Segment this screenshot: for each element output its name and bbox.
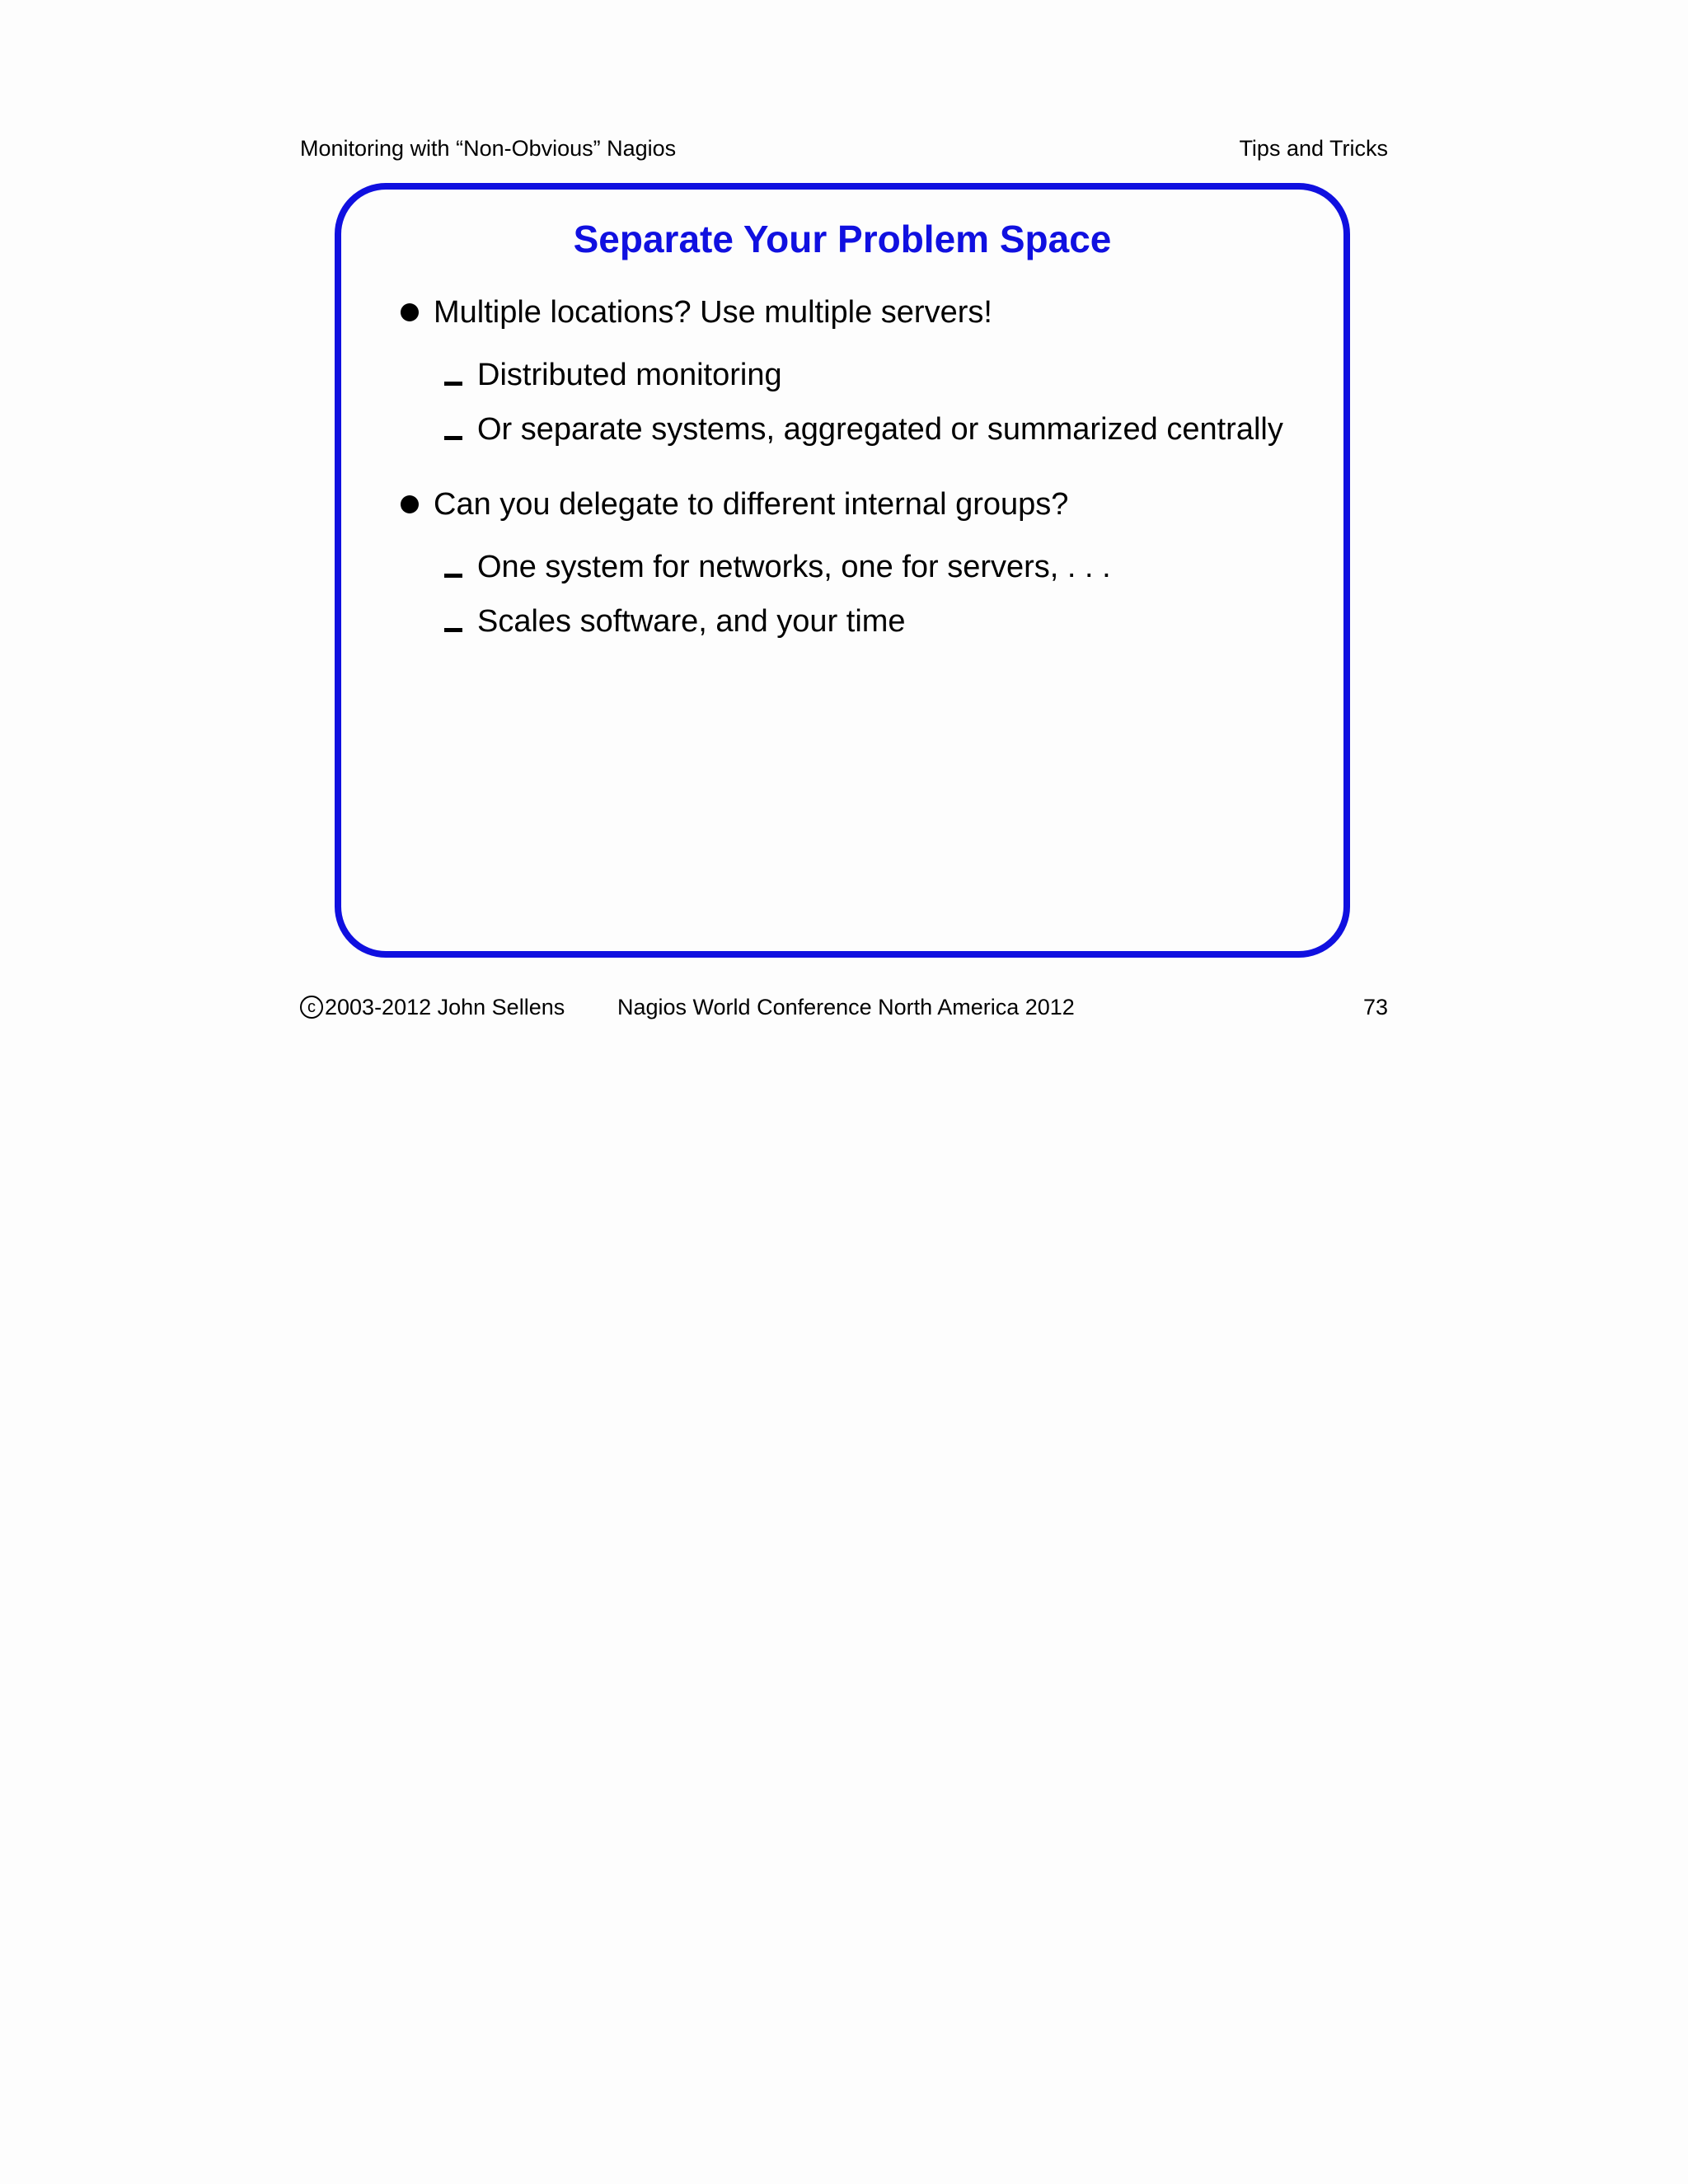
sub-bullet-text: Distributed monitoring (477, 358, 782, 392)
slide-frame (335, 183, 1350, 958)
bullet-list (341, 190, 1343, 951)
bullet-dot-icon (401, 495, 419, 513)
running-header-title: Monitoring with “Non-Obvious” Nagios (300, 136, 677, 161)
footer-copyright (300, 993, 565, 1021)
running-header-section: Tips and Tricks (1239, 136, 1388, 161)
copyright-icon: c (300, 996, 323, 1019)
footer-conference: Nagios World Conference North America 2012 (617, 995, 1075, 1019)
sub-bullet-text: One system for networks, one for servers, . . . (477, 550, 1111, 584)
sub-bullet-text: Or separate systems, aggregated or summarized centrally (477, 412, 1283, 447)
dash-icon (444, 382, 462, 386)
dash-icon (444, 436, 462, 440)
bullet-dot-icon (401, 303, 419, 321)
slide-title: Separate Your Problem Space (573, 218, 1112, 260)
page-number: 73 (1362, 995, 1388, 1019)
sub-bullet-text: Scales software, and your time (477, 604, 906, 639)
bullet-text: Can you delegate to different internal groups? (434, 487, 1069, 522)
dash-icon (444, 574, 462, 578)
bullet-text: Multiple locations? Use multiple servers! (434, 295, 992, 330)
dash-icon (444, 628, 462, 632)
copyright-text: 2003-2012 John Sellens (325, 995, 565, 1019)
